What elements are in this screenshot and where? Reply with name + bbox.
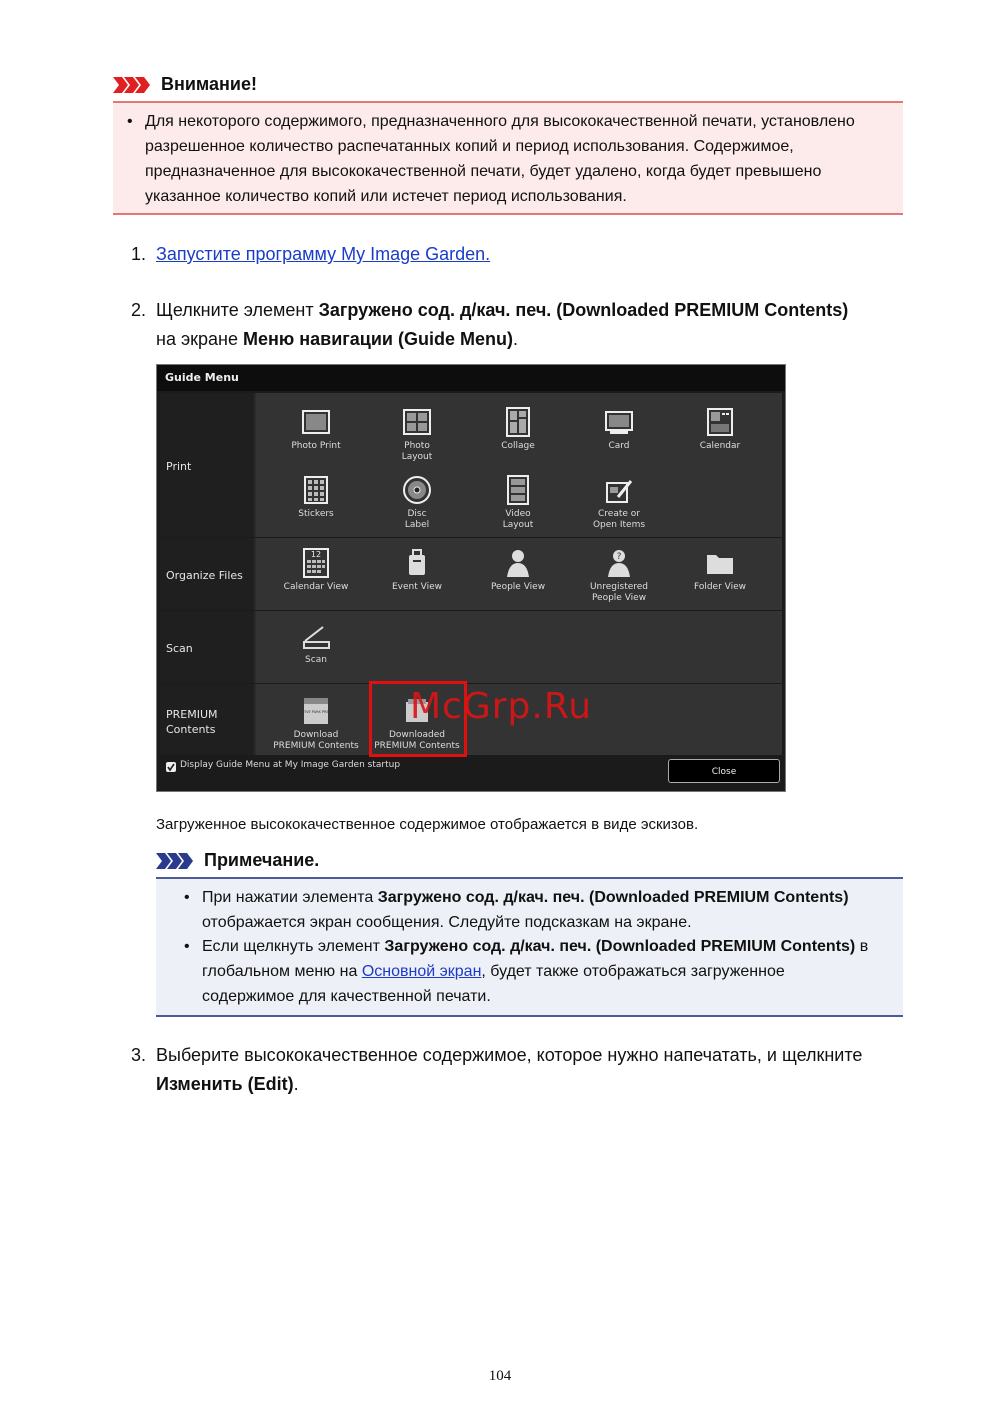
step-2-line-2 [156, 325, 518, 354]
category-organize-files [160, 538, 254, 610]
caution-box [113, 101, 903, 215]
item-label: Event View [391, 582, 442, 592]
unregistered-people-view-item[interactable] [569, 548, 669, 604]
item-label: People View [591, 593, 647, 603]
create-or-open-items-item[interactable] [569, 475, 669, 531]
caution-line-1: Для некоторого содержимого, предназначенного для высококачественной печати, установлено [145, 113, 855, 130]
step-3-period: . [293, 1074, 299, 1094]
step-2-line-1 [156, 296, 848, 325]
card-icon [604, 407, 634, 437]
item-label: Layout [502, 520, 534, 530]
folder-view-item[interactable] [670, 548, 770, 593]
item-label: Downloaded [389, 730, 445, 740]
category-print-label: Print [166, 460, 192, 473]
scan-items [256, 611, 782, 683]
photo-print-icon [301, 407, 331, 437]
video-layout-item[interactable] [468, 475, 568, 531]
step-number: 3. [131, 1045, 147, 1065]
bullet-dot: • [184, 938, 190, 955]
create-edit-icon [604, 475, 634, 505]
item-label: Scan [305, 655, 327, 665]
caption: Загруженное высококачественное содержимое отображается в виде эскизов. [156, 816, 699, 833]
disc-icon [402, 475, 432, 505]
item-label: Unregistered [589, 582, 649, 592]
note-b1-line-1 [202, 885, 849, 910]
item-label: Collage [501, 441, 535, 451]
photo-layout-item[interactable] [367, 407, 467, 463]
photo-layout-icon [402, 407, 432, 437]
note-heading [156, 850, 319, 871]
checkmark-icon [166, 762, 176, 772]
calendar-item[interactable] [670, 407, 770, 452]
bullet-dot: • [184, 889, 190, 906]
step-3-line-1: Выберите высококачественное содержимое, которое нужно напечатать, и щелкните [156, 1045, 863, 1065]
item-label: Stickers [298, 509, 334, 519]
caution-line-2: разрешенное количество распечатанных копий и период использования. Содержимое, [145, 138, 794, 155]
note-text: в [855, 938, 869, 955]
startup-checkbox[interactable] [166, 762, 176, 772]
download-premium-contents-item[interactable] [266, 696, 366, 752]
collage-icon [503, 407, 533, 437]
note-bold-item: Загружено сод. д/кач. печ. (Downloaded PREMIUM Contents) [377, 889, 849, 906]
category-scan-label: Scan [166, 642, 193, 655]
bullet-dot: • [127, 113, 133, 130]
creative-park-icon [293, 696, 339, 726]
note-bold-item: Загружено сод. д/кач. печ. (Downloaded PREMIUM Contents) [384, 938, 856, 955]
people-view-item[interactable] [468, 548, 568, 593]
collage-item[interactable] [468, 407, 568, 452]
organize-items [256, 538, 782, 610]
item-label: PREMIUM Contents [374, 741, 460, 751]
item-label: Calendar [699, 441, 741, 451]
step-2-bold-screen: Меню навигации (Guide Menu) [243, 329, 513, 349]
category-premium-label: Contents [166, 723, 216, 736]
category-premium-contents [160, 684, 254, 756]
home-screen-link[interactable]: Основной экран [361, 963, 482, 980]
video-layout-icon [503, 475, 533, 505]
note-b1-line-2: отображается экран сообщения. Следуйте подсказкам на экране. [202, 914, 692, 931]
photo-print-item[interactable] [266, 407, 366, 452]
category-premium-label: PREMIUM [166, 708, 218, 721]
item-label: Calendar View [283, 582, 349, 592]
caution-line-4: указанное количество копий или истечет период использования. [145, 188, 627, 205]
note-text: При нажатии элемента [202, 889, 378, 906]
calendar-day-number: 12 [310, 550, 322, 559]
step-2-bold-item: Загружено сод. д/кач. печ. (Downloaded PREMIUM Contents) [318, 300, 849, 320]
close-button[interactable]: Close [668, 759, 780, 783]
step-2-period: . [512, 329, 518, 349]
guide-menu-window [156, 364, 786, 792]
item-label: Create or [598, 509, 640, 519]
item-label: Label [404, 520, 430, 530]
caution-heading [113, 74, 257, 95]
creative-park-logo-text: CREATIVE PARK PREMIUM [293, 710, 339, 714]
stickers-icon [301, 475, 331, 505]
category-organize-label: Organize Files [166, 569, 243, 582]
guide-menu-footer [160, 755, 782, 789]
calendar-view-item[interactable] [266, 548, 366, 593]
step-number: 2. [131, 300, 147, 320]
caution-line-3: предназначенное для высококачественной печати, будет удалено, когда будет превышено [145, 163, 822, 180]
card-item[interactable] [569, 407, 669, 452]
watermark: McGrp.Ru [410, 686, 593, 727]
category-scan [160, 611, 254, 683]
note-box [156, 877, 903, 1017]
item-label: People View [490, 582, 546, 592]
category-print [160, 393, 254, 537]
startup-checkbox-label: Display Guide Menu at My Image Garden startup [180, 760, 401, 770]
luggage-icon [402, 548, 432, 578]
page-number: 104 [488, 1368, 512, 1384]
item-label: Folder View [693, 582, 747, 592]
item-label: Photo [404, 441, 430, 451]
unknown-person-icon [604, 548, 634, 578]
item-label: Disc [407, 509, 427, 519]
note-text: , будет также отображаться загруженное [481, 963, 785, 980]
note-b2-line-2 [202, 959, 785, 984]
guide-menu-title: Guide Menu [157, 365, 785, 391]
note-title: Примечание. [204, 850, 320, 870]
scan-item[interactable] [266, 621, 366, 666]
item-label: Download [293, 730, 339, 740]
item-label: PREMIUM Contents [273, 741, 359, 751]
calendar-view-icon [301, 548, 331, 578]
print-items [256, 393, 782, 537]
disc-label-item[interactable] [367, 475, 467, 531]
note-b2-line-3: содержимое для качественной печати. [202, 988, 491, 1005]
person-icon [503, 548, 533, 578]
item-label: Photo Print [291, 441, 341, 451]
organize-files-row [160, 537, 782, 610]
scan-row [160, 610, 782, 683]
step-3-bold-edit: Изменить (Edit) [156, 1074, 294, 1094]
note-text: глобальном меню на [202, 963, 362, 980]
calendar-icon [705, 407, 735, 437]
note-text: Если щелкнуть элемент [202, 938, 385, 955]
step-number: 1. [131, 244, 147, 264]
stickers-item[interactable] [266, 475, 366, 520]
caution-title: Внимание! [161, 74, 257, 94]
scanner-icon [301, 621, 331, 651]
item-label: Video [505, 509, 531, 519]
step-2-text: Щелкните элемент [156, 300, 319, 320]
event-view-item[interactable] [367, 548, 467, 593]
item-label: Layout [401, 452, 433, 462]
caution-chevron-icon [113, 77, 157, 93]
item-label: Open Items [592, 520, 646, 530]
item-label: Card [608, 441, 630, 451]
step-3-line-2 [156, 1070, 299, 1099]
step-2-text: на экране [156, 329, 243, 349]
print-row [160, 392, 782, 537]
svg-text:?: ? [616, 552, 622, 562]
note-chevron-icon [156, 853, 200, 869]
launch-my-image-garden-link[interactable]: Запустите программу My Image Garden. [156, 244, 491, 264]
note-b2-line-1 [202, 934, 868, 959]
folder-icon [705, 548, 735, 578]
